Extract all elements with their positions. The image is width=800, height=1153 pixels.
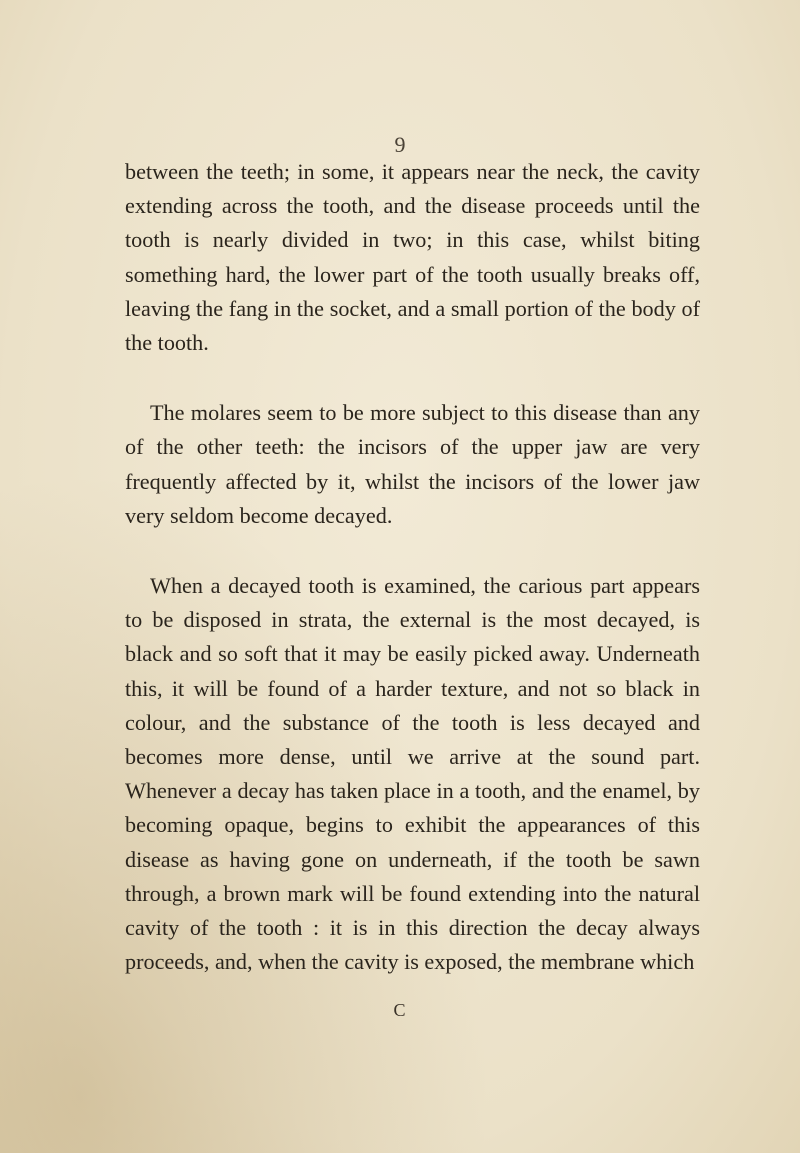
paragraph-molares: The molares seem to be more subject to this disease than any of the other teeth: the incisors of the upper jaw are very frequently affected by it, whilst the incisors of the lower jaw very seldom become decayed.	[125, 400, 700, 528]
page-number: 9	[394, 132, 406, 157]
paragraph-continuation: between the teeth; in some, it appears near the neck, the cavity extending across the tooth, and the disease proceeds until the tooth is nearly divided in two; in this case, whilst biting something hard, the lower part of the tooth usually breaks off, leaving the fang in the socket, and a small portion of the body of the tooth.	[125, 159, 700, 356]
signature-mark: C	[393, 1000, 407, 1020]
paragraph-decayed-tooth: When a decayed tooth is examined, the carious part appears to be disposed in strata, the external is the most decayed, is black and so soft that it may be easily picked away. Underneath this, it will be found of a harder texture, and not so black in colour, and the substance of the tooth is less decayed and becomes more dense, until we arrive at the sound part. Whenever a decay has taken place in a tooth, and the enamel, by becoming opaque, begins to exhibit the appearances of this disease as having gone on underneath, if the tooth be sawn through, a brown mark will be found extending into the natural cavity of the tooth : it is in this direction the decay always proceeds, and, when the cavity is exposed, the membrane which	[125, 573, 700, 975]
body-text	[125, 155, 700, 979]
